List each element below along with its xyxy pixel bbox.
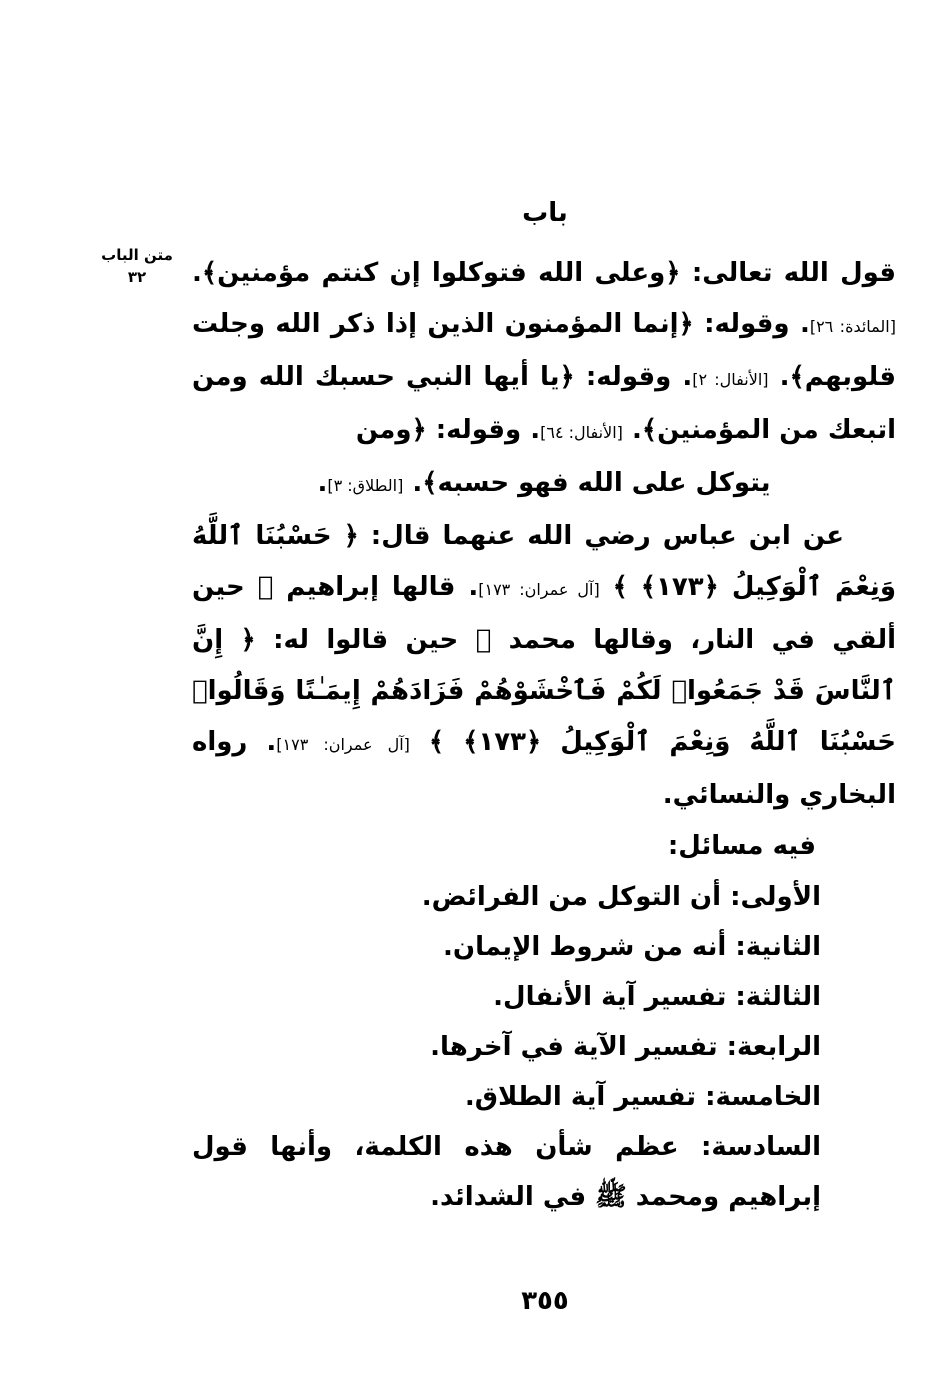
verse-reference-1: [المائدة: ٢٦] [809, 317, 896, 336]
verse-reference-5: [الطلاق: ٣] [327, 476, 404, 495]
body-text [192, 248, 896, 1222]
verse-text-2: . وقوله: ﴿إنما المؤمنون الذين إذا ذكر الله وجلت قلوبهم﴾. [192, 309, 896, 392]
hadith-paragraph [192, 511, 896, 821]
issue-item: الثالثة: تفسير آية الأنفال. [493, 982, 821, 1012]
verse-text-1: قول الله تعالى: ﴿وعلى الله فتوكلوا إن كنتم مؤمنين﴾. [192, 258, 896, 288]
side-note-number: ٣٢ [127, 268, 147, 286]
verses-paragraph-last-line [192, 458, 896, 511]
hadith-text-1: عن ابن عباس رضي الله عنهما قال: ﴿ حَسْبُنَا ٱللَّهُ وَنِعْمَ ٱلْوَكِيلُ ﴿١٧٣﴾ ﴾ [192, 521, 896, 602]
verses-paragraph [192, 248, 896, 458]
chapter-title: باب [522, 198, 568, 228]
side-note [92, 244, 182, 288]
page-number: ٣٥٥ [521, 1286, 569, 1316]
verse-text-3: . وقوله: ﴿يا أيها النبي حسبك الله ومن اتبعك من المؤمنين﴾. [192, 362, 896, 445]
hadith-reference-1: [آل عمران: ١٧٣] [478, 580, 600, 599]
issue-item: الرابعة: تفسير الآية في آخرها. [430, 1032, 821, 1062]
verse-reference-3: [الأنفال: ٦٤] [540, 423, 623, 442]
hadith-text-3: . رواه البخاري والنسائي. [192, 727, 896, 810]
issue-item: الأولى: أن التوكل من الفرائض. [421, 882, 821, 912]
verse-text-5: يتوكل على الله فهو حسبه﴾. [412, 468, 771, 498]
side-note-label: متن الباب [101, 246, 173, 264]
verse-reference-2: [الأنفال: ٢] [692, 370, 769, 389]
verse-text-5-end: . [317, 468, 328, 498]
verse-text-4: . وقوله: ﴿ومن [355, 415, 541, 445]
issues-heading: فيه مسائل: [667, 831, 816, 861]
issue-item: الخامسة: تفسير آية الطلاق. [464, 1082, 821, 1112]
hadith-text-2: . قالها إبراهيم ﷺ حين ألقي في النار، وقالها محمد ﷺ حين قالوا له: ﴿ إِنَّ ٱلنَّاسَ قَدْ جَمَعُوا۟ لَكُمْ فَٱخْشَوْهُمْ فَزَادَهُمْ إِيمَـٰنًا وَقَالُوا۟ حَسْبُنَا ٱللَّهُ وَنِعْمَ ٱلْوَكِيلُ ﴿١٧٣﴾ ﴾ [192, 572, 896, 757]
issue-item: الثانية: أنه من شروط الإيمان. [443, 932, 821, 962]
hadith-reference-2: [آل عمران: ١٧٣] [276, 735, 410, 754]
issue-item: السادسة: عظم شأن هذه الكلمة، وأنها قول إبراهيم ومحمد ﷺ في الشدائد. [192, 1132, 821, 1212]
